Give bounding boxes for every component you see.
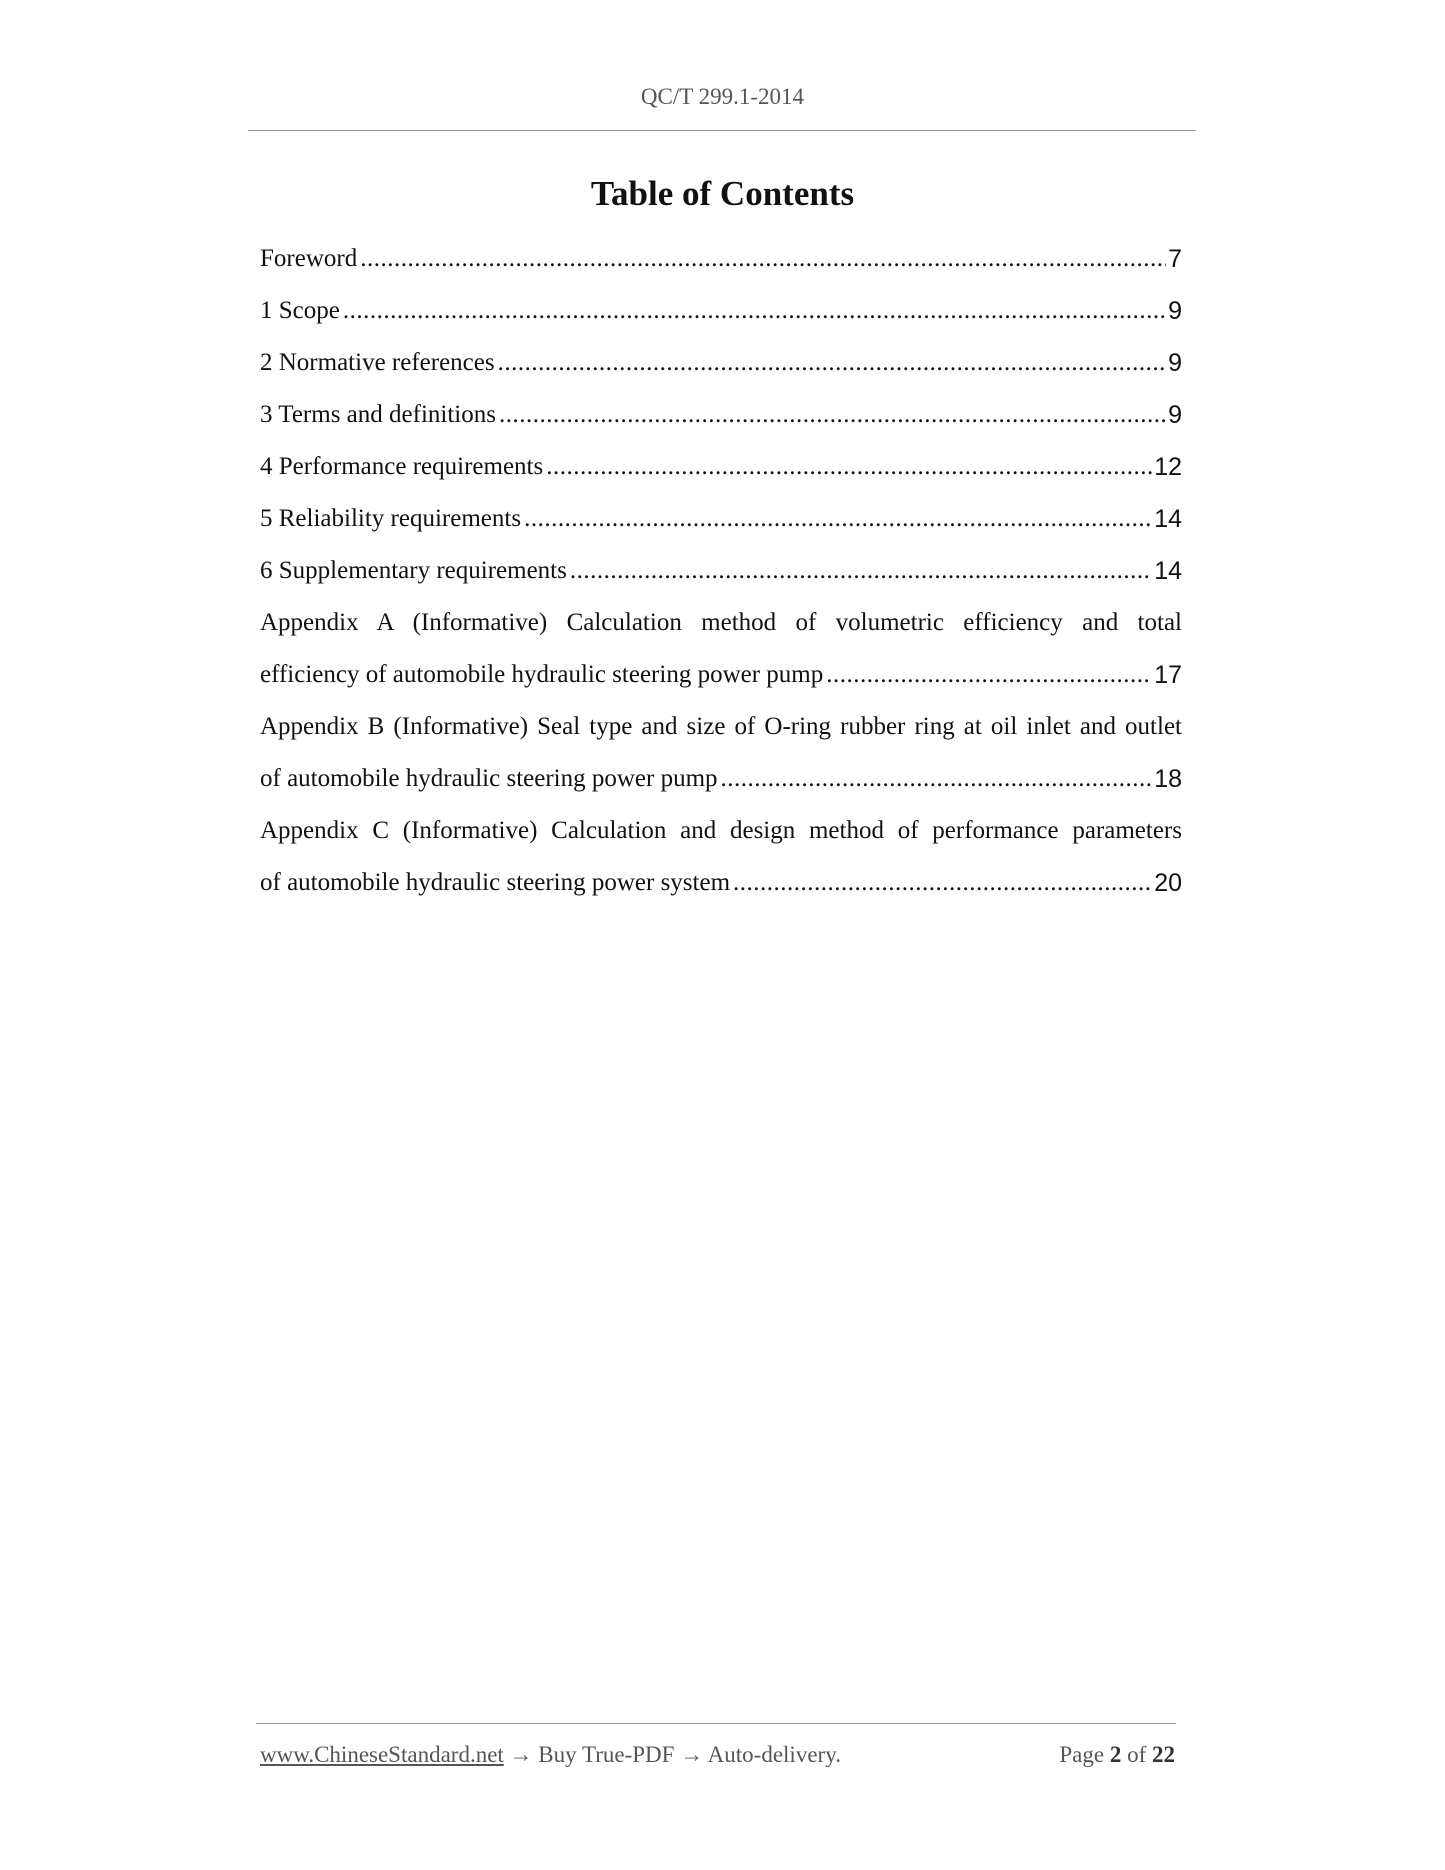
toc-entry-page: 20 xyxy=(1154,868,1182,897)
toc-entry-terms-definitions[interactable] xyxy=(260,389,1182,441)
footer-promo xyxy=(260,1742,841,1768)
toc-leader-dots xyxy=(823,661,1152,689)
table-of-contents xyxy=(260,233,1182,909)
toc-entry-appendix-c-line2[interactable] xyxy=(260,857,1182,909)
toc-entry-label: 3 Terms and definitions xyxy=(260,401,496,428)
total-pages: 22 xyxy=(1152,1742,1175,1767)
page-word: Page xyxy=(1059,1742,1105,1767)
toc-entry-page: 14 xyxy=(1154,504,1182,533)
toc-entry-label: 4 Performance requirements xyxy=(260,453,544,480)
toc-entry-appendix-b-line1[interactable]: Appendix B (Informative) Seal type and size of O-ring rubber ring at oil inlet and outlet xyxy=(260,713,1182,740)
footer xyxy=(260,1742,1175,1768)
toc-leader-dots xyxy=(340,297,1166,325)
toc-entry-label: Foreword xyxy=(260,245,358,272)
toc-entry-page: 7 xyxy=(1168,244,1182,273)
toc-leader-dots xyxy=(496,401,1166,429)
toc-entry-supplementary-requirements[interactable] xyxy=(260,545,1182,597)
toc-entry-label: 5 Reliability requirements xyxy=(260,505,522,532)
toc-entry-normative-references[interactable] xyxy=(260,337,1182,389)
toc-entry-page: 14 xyxy=(1154,556,1182,585)
toc-entry-foreword[interactable] xyxy=(260,233,1182,285)
toc-entry-page: 9 xyxy=(1168,400,1182,429)
toc-entry-label: efficiency of automobile hydraulic steering power pump xyxy=(260,661,824,688)
of-word: of xyxy=(1127,1742,1147,1767)
toc-entry-performance-requirements[interactable] xyxy=(260,441,1182,493)
toc-leader-dots xyxy=(730,869,1152,897)
toc-entry-appendix-b-line2[interactable] xyxy=(260,753,1182,805)
buy-true-pdf-text: Buy True-PDF xyxy=(538,1742,675,1767)
toc-leader-dots xyxy=(521,505,1152,533)
toc-entry-appendix-a-line1[interactable]: Appendix A (Informative) Calculation method of volumetric efficiency and total xyxy=(260,609,1182,636)
toc-entry-page: 17 xyxy=(1154,660,1182,689)
header-divider xyxy=(248,130,1196,131)
website-link[interactable]: www.ChineseStandard.net xyxy=(260,1742,504,1767)
footer-divider xyxy=(256,1723,1176,1724)
toc-entry-scope[interactable] xyxy=(260,285,1182,337)
header-document-code: QC/T 299.1-2014 xyxy=(640,84,805,109)
toc-entry-page: 12 xyxy=(1154,452,1182,481)
toc-leader-dots xyxy=(718,765,1153,793)
toc-entry-page: 18 xyxy=(1154,764,1182,793)
toc-leader-dots xyxy=(543,453,1152,481)
toc-entry-reliability-requirements[interactable] xyxy=(260,493,1182,545)
toc-entry-page: 9 xyxy=(1168,348,1182,377)
page-number xyxy=(1059,1742,1175,1768)
toc-entry-appendix-a-line2[interactable] xyxy=(260,649,1182,701)
toc-leader-dots xyxy=(495,349,1166,377)
toc-entry-label: 6 Supplementary requirements xyxy=(260,557,567,584)
toc-entry-label: 2 Normative references xyxy=(260,349,495,376)
toc-leader-dots xyxy=(357,245,1166,273)
arrow-right-icon: → xyxy=(509,1742,533,1767)
toc-entry-page: 9 xyxy=(1168,296,1182,325)
current-page: 2 xyxy=(1109,1742,1122,1767)
toc-entry-label: of automobile hydraulic steering power pump xyxy=(260,765,718,792)
toc-entry-label: 1 Scope xyxy=(260,297,340,324)
arrow-right-icon: → xyxy=(680,1742,704,1767)
toc-title: Table of Contents xyxy=(590,174,855,213)
toc-leader-dots xyxy=(567,557,1152,585)
toc-entry-appendix-c-line1[interactable]: Appendix C (Informative) Calculation and design method of performance parameters xyxy=(260,817,1182,844)
auto-delivery-text: Auto-delivery. xyxy=(707,1742,841,1767)
toc-entry-label: of automobile hydraulic steering power system xyxy=(260,869,731,896)
